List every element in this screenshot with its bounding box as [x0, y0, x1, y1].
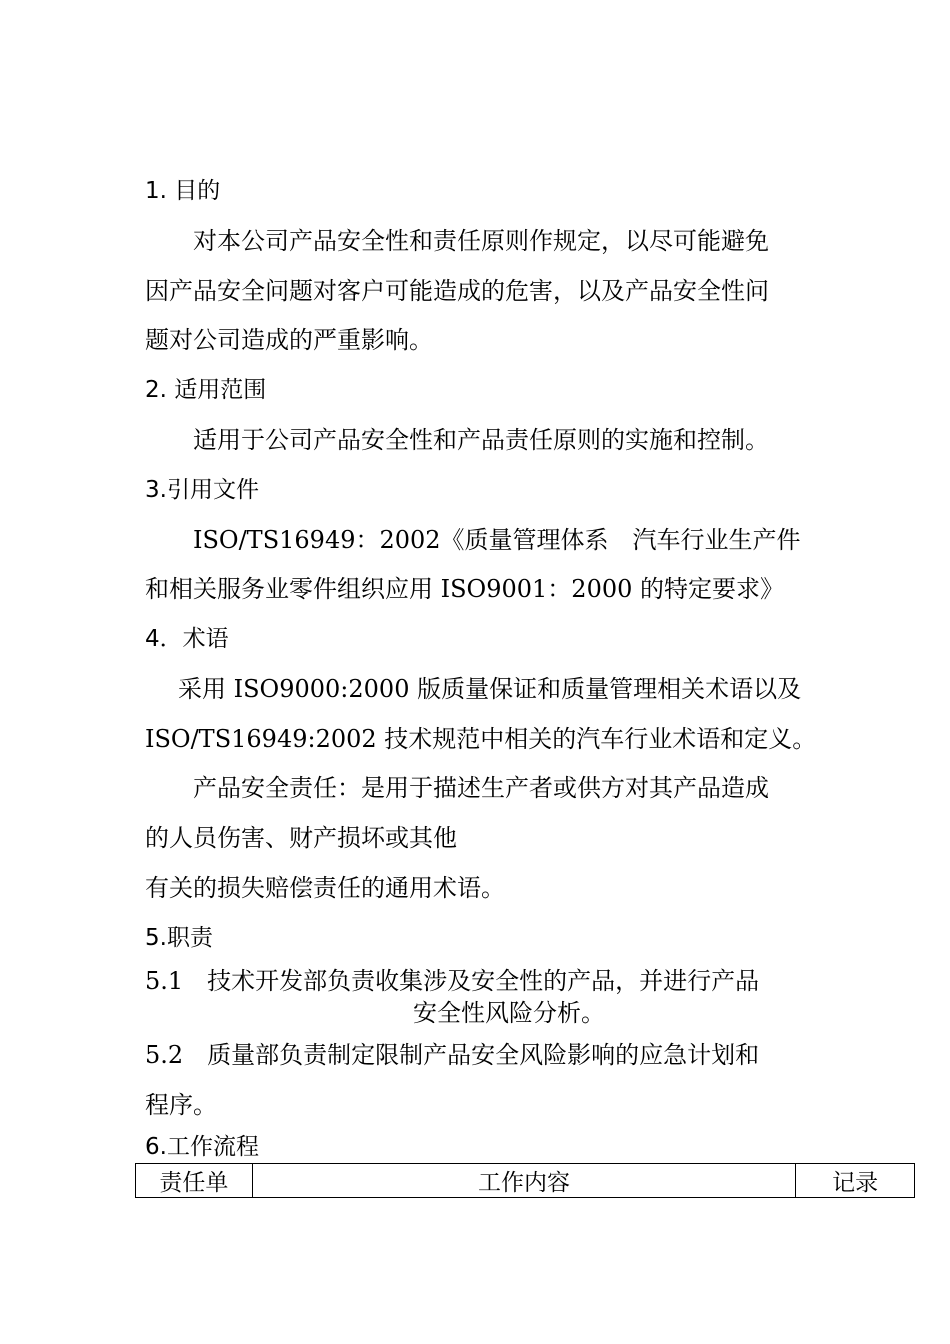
section-1-text-line: 因产品安全问题对客户可能造成的危害，以及产品安全性问 — [145, 277, 769, 305]
section-3-text-line: 和相关服务业零件组织应用 ISO9001：2000 的特定要求》 — [145, 575, 785, 603]
section-4-text-line: 的人员伤害、财产损坏或其他 — [145, 824, 457, 852]
section-6-heading: 6.工作流程 — [145, 1134, 259, 1160]
section-2-text-line: 适用于公司产品安全性和产品责任原则的实施和控制。 — [193, 426, 769, 454]
table-header-work-content: 工作内容 — [252, 1164, 796, 1198]
workflow-table — [135, 1163, 915, 1198]
section-4-text-line: 产品安全责任：是用于描述生产者或供方对其产品造成 — [193, 774, 769, 802]
section-1-text-line: 对本公司产品安全性和责任原则作规定，以尽可能避免 — [193, 227, 769, 255]
section-4-text-line: 有关的损失赔偿责任的通用术语。 — [145, 874, 505, 902]
section-5-text-line: 5.2 质量部负责制定限制产品安全风险影响的应急计划和 — [145, 1041, 760, 1069]
section-4-text-line: 采用 ISO9000:2000 版质量保证和质量管理相关术语以及 — [178, 675, 802, 703]
section-1-heading: 1. 目的 — [145, 178, 221, 204]
table-header-row — [136, 1164, 915, 1198]
section-5-text-line: 5.1 技术开发部负责收集涉及安全性的产品，并进行产品 — [145, 967, 760, 995]
section-5-text-line: 程序。 — [145, 1091, 217, 1119]
section-4-heading: 4．术语 — [145, 626, 229, 652]
table-header-record: 记录 — [796, 1164, 915, 1198]
section-5-heading: 5.职责 — [145, 925, 213, 951]
section-5-text-line: 安全性风险分析。 — [413, 999, 605, 1027]
section-1-text-line: 题对公司造成的严重影响。 — [145, 326, 433, 354]
section-3-text-line: ISO/TS16949：2002《质量管理体系 汽车行业生产件 — [193, 526, 801, 554]
section-3-heading: 3.引用文件 — [145, 477, 259, 503]
section-2-heading: 2. 适用范围 — [145, 377, 267, 403]
section-4-text-line: ISO/TS16949:2002 技术规范中相关的汽车行业术语和定义。 — [145, 725, 817, 753]
table-header-responsible-unit: 责任单 — [136, 1164, 253, 1198]
